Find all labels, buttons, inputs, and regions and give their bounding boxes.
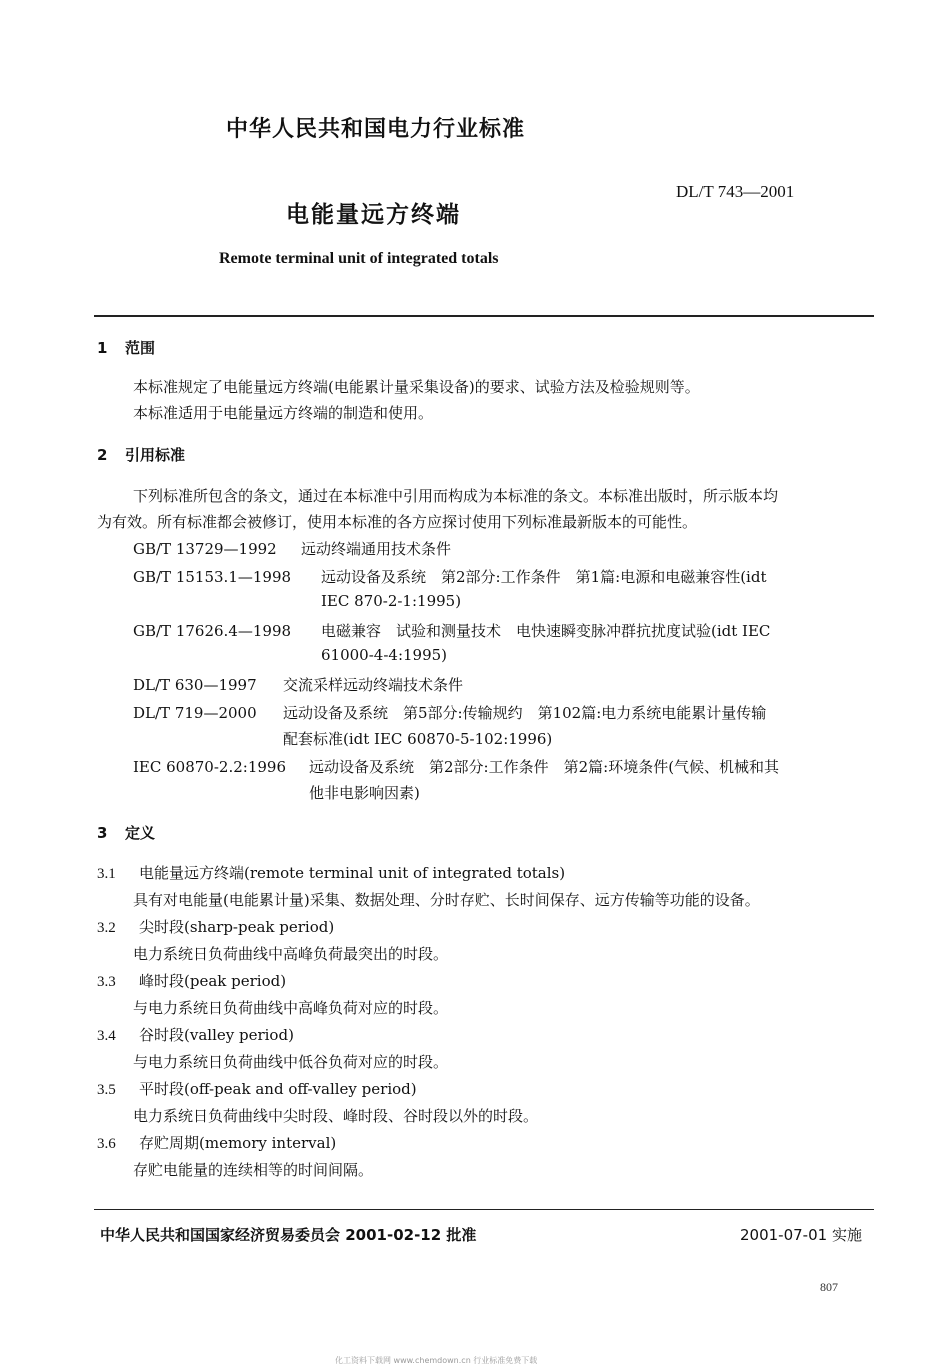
section-number: 3 (97, 824, 108, 842)
definition-desc: 与电力系统日负荷曲线中高峰负荷对应的时段。 (133, 999, 449, 1017)
effective-date: 2001-07-01 实施 (740, 1226, 862, 1244)
document-title-cn: 电能量远方终端 (286, 202, 461, 228)
ref-title: 交流采样远动终端技术条件 (283, 676, 464, 694)
refs-intro-line: 下列标准所包含的条文，通过在本标准中引用而构成为本标准的条文。本标准出版时，所示版本均 (133, 487, 779, 505)
definition-number: 3.5 (97, 1082, 116, 1098)
page-number: 807 (820, 1280, 838, 1294)
definition-desc: 与电力系统日负荷曲线中低谷负荷对应的时段。 (133, 1053, 449, 1071)
definition-term-text: 存贮周期(memory interval) (139, 1134, 337, 1152)
section-number: 2 (97, 446, 108, 464)
ref-code: DL/T 630—1997 (133, 676, 257, 694)
ref-title: 远动设备及系统 第2部分:工作条件 第1篇:电源和电磁兼容性(idt (321, 568, 767, 586)
definition-desc: 电力系统日负荷曲线中尖时段、峰时段、谷时段以外的时段。 (133, 1107, 539, 1125)
ref-item (133, 674, 463, 695)
ref-title: 电磁兼容 试验和测量技术 电快速瞬变脉冲群抗扰度试验(idt IEC (321, 622, 771, 640)
definition-term (97, 970, 286, 991)
section-title: 范围 (125, 339, 156, 357)
definition-term (97, 916, 334, 937)
definition-number: 3.4 (97, 1028, 116, 1044)
definition-term-text: 尖时段(sharp-peak period) (139, 918, 335, 936)
definition-term-text: 峰时段(peak period) (139, 972, 287, 990)
ref-item (133, 702, 766, 723)
ref-code: GB/T 17626.4—1998 (133, 622, 292, 640)
scope-line: 本标准适用于电能量远方终端的制造和使用。 (133, 404, 434, 422)
scope-line: 本标准规定了电能量远方终端(电能累计量采集设备)的要求、试验方法及检验规则等。 (133, 378, 700, 396)
org-title: 中华人民共和国电力行业标准 (226, 117, 526, 142)
definition-term (97, 862, 565, 883)
ref-title-continued: 他非电影响因素) (309, 784, 420, 802)
ref-title-continued: 61000-4-4:1995) (321, 646, 448, 664)
ref-code: GB/T 13729—1992 (133, 540, 277, 558)
ref-title: 远动设备及系统 第5部分:传输规约 第102篇:电力系统电能累计量传输 (283, 704, 767, 722)
ref-item (133, 538, 451, 559)
section-heading-refs (97, 444, 185, 465)
definition-number: 3.1 (97, 866, 116, 882)
ref-title-continued: 配套标准(idt IEC 60870-5-102:1996) (283, 730, 553, 748)
section-title: 引用标准 (125, 446, 186, 464)
definition-term (97, 1024, 294, 1045)
ref-title: 远动终端通用技术条件 (301, 540, 452, 558)
refs-intro-line: 为有效。所有标准都会被修订，使用本标准的各方应探讨使用下列标准最新版本的可能性。 (97, 513, 698, 531)
definition-desc: 电力系统日负荷曲线中高峰负荷最突出的时段。 (133, 945, 449, 963)
ref-item (133, 620, 770, 641)
definition-number: 3.3 (97, 974, 116, 990)
definition-number: 3.6 (97, 1136, 116, 1152)
footer-divider (94, 1209, 874, 1210)
definition-term-text: 电能量远方终端(remote terminal unit of integrated totals) (139, 864, 566, 882)
watermark: 化工资料下载网 www.chemdown.cn 行业标准免费下载 (335, 1356, 538, 1365)
header-divider (94, 315, 874, 317)
section-heading-defs (97, 822, 155, 843)
definition-desc: 存贮电能量的连续相等的时间间隔。 (133, 1161, 374, 1179)
ref-code: DL/T 719—2000 (133, 704, 257, 722)
ref-title: 远动设备及系统 第2部分:工作条件 第2篇:环境条件(气候、机械和其 (309, 758, 780, 776)
definition-term (97, 1132, 336, 1153)
section-heading-scope (97, 337, 155, 358)
ref-item (133, 756, 779, 777)
ref-item (133, 566, 766, 587)
ref-code: IEC 60870-2.2:1996 (133, 758, 286, 776)
definition-term (97, 1078, 417, 1099)
section-title: 定义 (125, 824, 156, 842)
definition-number: 3.2 (97, 920, 116, 936)
definition-term-text: 平时段(off-peak and off-valley period) (139, 1080, 417, 1098)
document-title-en: Remote terminal unit of integrated totals (219, 250, 499, 267)
ref-title-continued: IEC 870-2-1:1995) (321, 592, 462, 610)
definition-desc: 具有对电能量(电能累计量)采集、数据处理、分时存贮、长时间保存、远方传输等功能的设备。 (133, 891, 760, 909)
ref-code: GB/T 15153.1—1998 (133, 568, 292, 586)
definition-term-text: 谷时段(valley period) (139, 1026, 294, 1044)
standard-code: DL/T 743—2001 (676, 182, 795, 201)
section-number: 1 (97, 339, 108, 357)
approval-line: 中华人民共和国国家经济贸易委员会 2001-02-12 批准 (100, 1226, 477, 1244)
